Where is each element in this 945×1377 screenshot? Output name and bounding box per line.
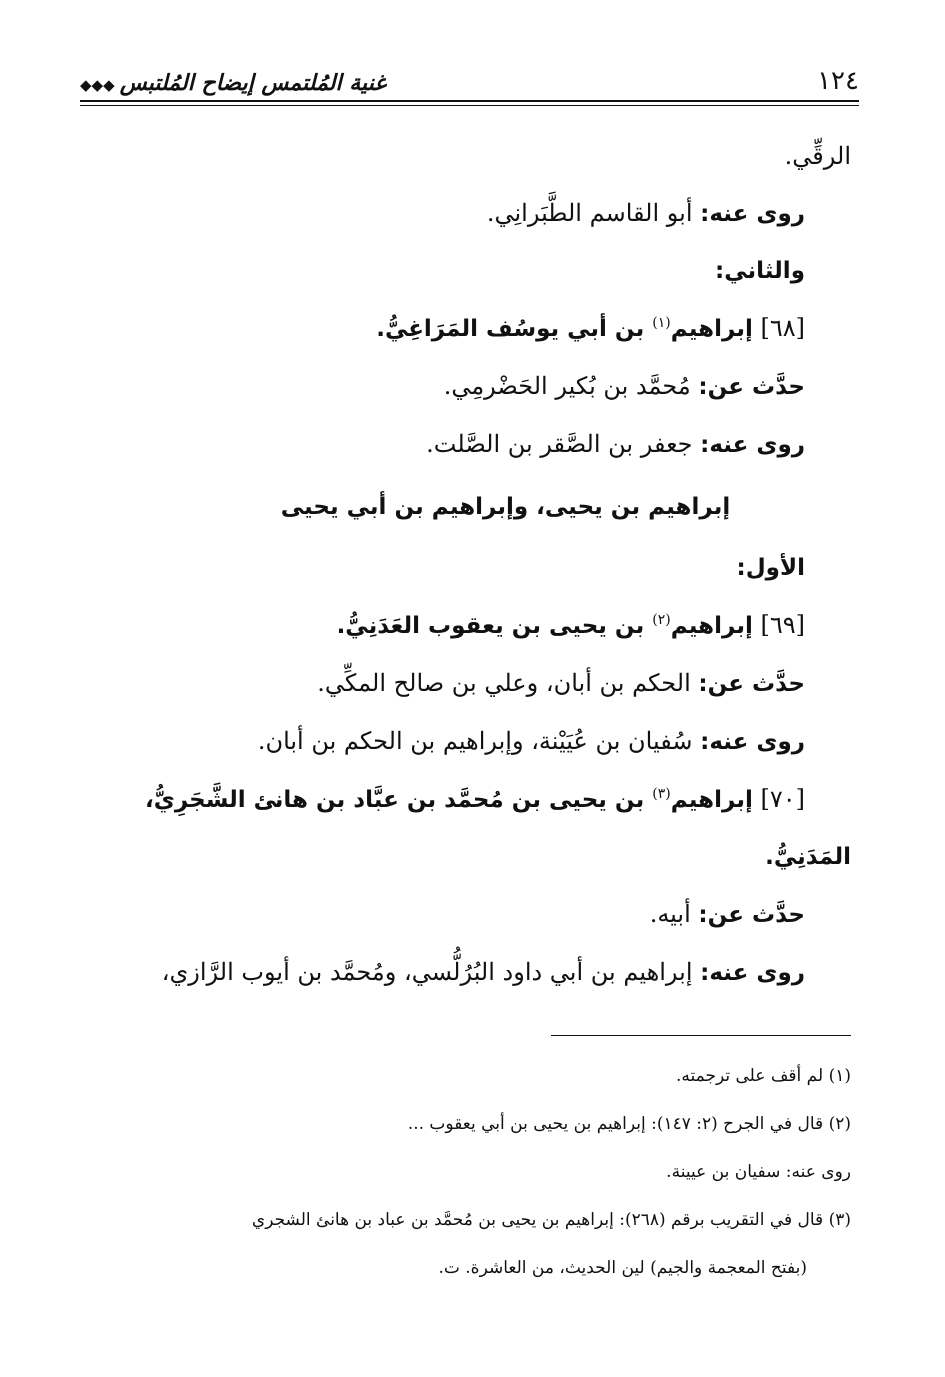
footnote-ref[interactable]: (٣)	[652, 786, 671, 802]
section-heading: والثاني:	[715, 258, 805, 284]
diamond-ornament-icon: ◆◆◆	[80, 76, 115, 94]
footnote-2-continued: روى عنه: سفيان بن عيينة.	[666, 1162, 851, 1182]
footnote-2: (٢) قال في الجرح (٢: ١٤٧): إبراهيم بن يحيى بن أبي يعقوب ...	[407, 1114, 851, 1134]
label-narrated-from: حدَّث عن:	[698, 671, 805, 697]
header-rule-thin	[80, 105, 859, 106]
entry-name-rest: بن يحيى بن يعقوب العَدَنِيُّ.	[336, 613, 653, 639]
entry-name: إبراهيم	[670, 787, 753, 813]
page-number: ١٢٤	[817, 66, 859, 96]
narrated-from-line	[80, 655, 851, 713]
section-heading: الأول:	[736, 555, 805, 581]
footnotes	[80, 1052, 851, 1292]
label-narrated-by: روى عنه:	[700, 432, 805, 458]
footnote-3: (٣) قال في التقريب برقم (٢٦٨): إبراهيم بن يحيى بن مُحمَّد بن عباد بن هانئ الشجري	[251, 1210, 851, 1230]
entry-number: [٦٨]	[752, 314, 805, 342]
entry-name-rest: بن يحيى بن مُحمَّد بن عبَّاد بن هانئ الشَّجَرِيُّ،	[145, 787, 653, 813]
line-text: جعفر بن الصَّقر بن الصَّلت.	[426, 430, 701, 458]
label-narrated-by: روى عنه:	[700, 729, 805, 755]
entry-name: إبراهيم	[670, 613, 753, 639]
header-rule-thick	[80, 100, 859, 102]
entry-number: [٧٠]	[752, 785, 805, 813]
label-narrated-by: روى عنه:	[700, 960, 805, 986]
label-narrated-from: حدَّث عن:	[698, 374, 805, 400]
entry-70	[80, 771, 851, 829]
line-text: الحكم بن أبان، وعلي بن صالح المكِّي.	[317, 669, 699, 697]
line-text: أبو القاسم الطَّبَرانِي.	[486, 199, 701, 227]
narrated-from-line	[80, 358, 851, 416]
line-text: إبراهيم بن أبي داود البُرُلُّسي، ومُحمَّد بن أيوب الرَّازي،	[161, 958, 701, 986]
label-narrated-from: حدَّث عن:	[698, 902, 805, 928]
line-text: أبيه.	[649, 900, 699, 928]
footnote-ref[interactable]: (٢)	[652, 612, 671, 628]
entry-69	[80, 597, 851, 655]
line-text: مُحمَّد بن بُكير الحَضْرمِي.	[443, 372, 699, 400]
chapter-heading: إبراهيم بن يحيى، وإبراهيم بن أبي يحيى	[280, 494, 731, 520]
narrator-line	[80, 416, 851, 474]
footnote-3-continued: (بفتح المعجمة والجيم) لين الحديث، من العاشرة. ت.	[438, 1258, 807, 1278]
header-title: غنية المُلتمس إيضاح المُلتبس	[119, 70, 386, 96]
narrator-line	[80, 185, 851, 243]
entry-70-continued: المَدَنِيُّ.	[765, 844, 851, 870]
footnote-ref[interactable]: (١)	[652, 315, 671, 331]
entry-68	[80, 300, 851, 358]
text-line: الرقِّي.	[784, 142, 851, 170]
narrated-from-line	[80, 886, 851, 944]
line-text: سُفيان بن عُيَيْنة، وإبراهيم بن الحكم بن أبان.	[257, 727, 701, 755]
running-header	[80, 52, 859, 96]
narrator-line	[80, 713, 851, 771]
entry-name: إبراهيم	[670, 316, 753, 342]
header-title-group	[80, 70, 386, 96]
footnote-separator	[551, 1035, 851, 1036]
entry-number: [٦٩]	[752, 611, 805, 639]
entry-name-rest: بن أبي يوسُف المَرَاغِيُّ.	[376, 316, 653, 342]
footnote-1: (١) لم أقف على ترجمته.	[675, 1066, 851, 1086]
label-narrated-by: روى عنه:	[700, 201, 805, 227]
narrator-line	[80, 944, 851, 1002]
main-text	[80, 128, 851, 1002]
